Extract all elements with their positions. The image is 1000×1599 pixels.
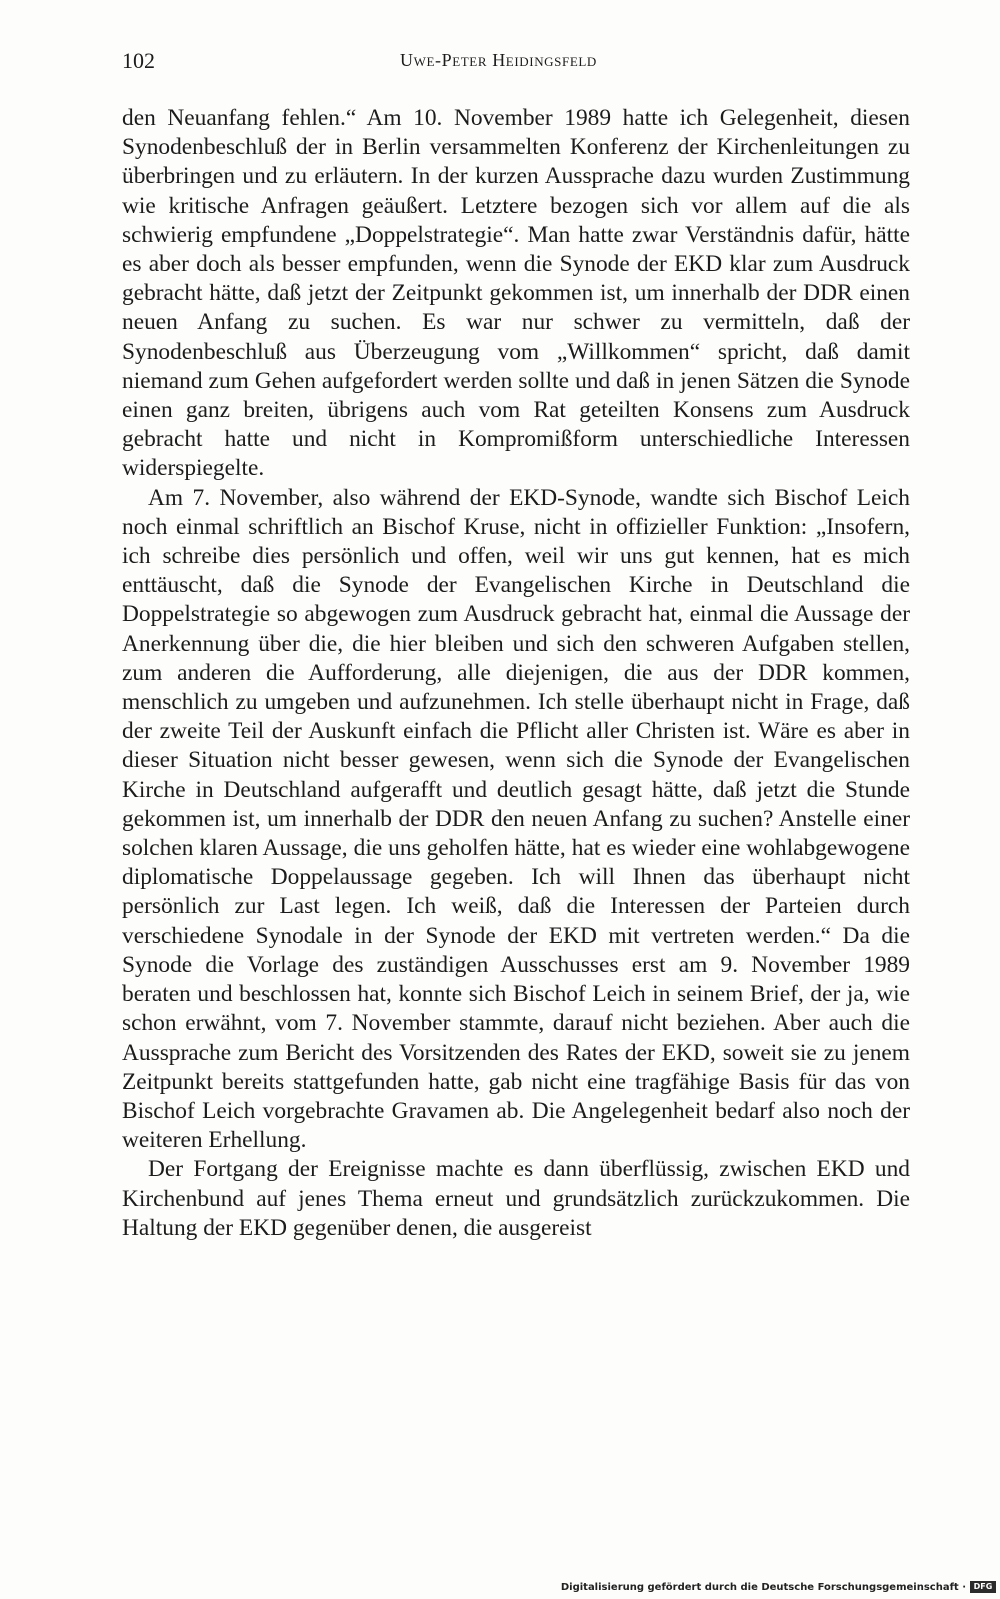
- paragraph-3: Der Fortgang der Ereignisse machte es dann überflüssig, zwischen EKD und Kirchenbund auf jenes Thema erneut und grundsätzlich zurückzukommen. Die Haltung der EKD gegenüber denen, die ausgereist: [122, 1156, 910, 1241]
- running-head: Uwe-Peter Heidingsfeld: [400, 50, 597, 70]
- dfg-logo: DFG: [970, 1581, 996, 1593]
- footer-credit: Digitalisierung gefördert durch die Deutsche Forschungsgemeinschaft ·: [560, 1581, 966, 1593]
- page-number: 102: [122, 48, 155, 73]
- page-header: [122, 48, 910, 80]
- digitization-footer: [561, 1581, 996, 1593]
- paragraph-1: den Neuanfang fehlen.“ Am 10. November 1989 hatte ich Gelegenheit, diesen Synodenbeschluß der in Berlin versammelten Konferenz der Kirchenleitungen zu überbringen und zu erläutern. In der kurzen Aussprache dazu wurden Zustimmung wie kritische Anfragen geäußert. Letztere bezogen sich vor allem auf die als schwierig empfundene „Doppelstrategie“. Man hatte zwar Verständnis dafür, hätte es aber doch als besser empfunden, wenn die Synode der EKD klar zum Ausdruck gebracht hätte, daß jetzt der Zeitpunkt gekommen ist, um innerhalb der DDR einen neuen Anfang zu suchen. Es war nur schwer zu vermitteln, daß der Synodenbeschluß aus Überzeugung vom „Willkommen“ spricht, daß damit niemand zum Gehen aufgefordert werden sollte und daß in jenen Sätzen die Synode einen ganz breiten, übrigens auch vom Rat geteilten Konsens zum Ausdruck gebracht hatte und nicht in Kompromißform unterschiedliche Interessen widerspiegelte.: [122, 105, 910, 482]
- body-text: [122, 104, 910, 1243]
- paragraph-2: Am 7. November, also während der EKD-Synode, wandte sich Bischof Leich noch einmal schriftlich an Bischof Kruse, nicht in offizieller Funktion: „Insofern, ich schreibe dies persönlich und offen, weil wir uns gut kennen, hat es mich enttäuscht, daß die Synode der Evangelischen Kirche in Deutschland die Doppelstrategie so abgewogen zum Ausdruck gebracht hat, einmal die Aussage der Anerkennung über die, die hier bleiben und sich den schweren Aufgaben stellen, zum anderen die Aufforderung, alle diejenigen, die aus der DDR kommen, menschlich zu umgeben und aufzunehmen. Ich stelle überhaupt nicht in Frage, daß der zweite Teil der Auskunft einfach die Pflicht aller Christen ist. Wäre es aber in dieser Situation nicht besser gewesen, wenn sich die Synode der Evangelischen Kirche in Deutschland aufgerafft und deutlich gesagt hätte, daß jetzt die Stunde gekommen ist, um innerhalb der DDR den neuen Anfang zu suchen? Anstelle einer solchen klaren Aussage, die uns geholfen hätte, hat es wieder eine wohlabgewogene diplomatische Doppelaussage gegeben. Ich will Ihnen das überhaupt nicht persönlich zur Last legen. Ich weiß, daß die Interessen der Parteien durch verschiedene Synodale in der Synode der EKD mit vertreten werden.“ Da die Synode die Vorlage des zuständigen Ausschusses erst am 9. November 1989 beraten und beschlossen hat, konnte sich Bischof Leich in seinem Brief, der ja, wie schon erwähnt, vom 7. November stammte, darauf nicht beziehen. Aber auch die Aussprache zum Bericht des Vorsitzenden des Rates der EKD, soweit sie zu jenem Zeitpunkt bereits stattgefunden hatte, gab nicht eine tragfähige Basis für das von Bischof Leich vorgebrachte Gravamen ab. Die Angelegenheit bedarf also noch der weiteren Erhellung.: [122, 484, 910, 1154]
